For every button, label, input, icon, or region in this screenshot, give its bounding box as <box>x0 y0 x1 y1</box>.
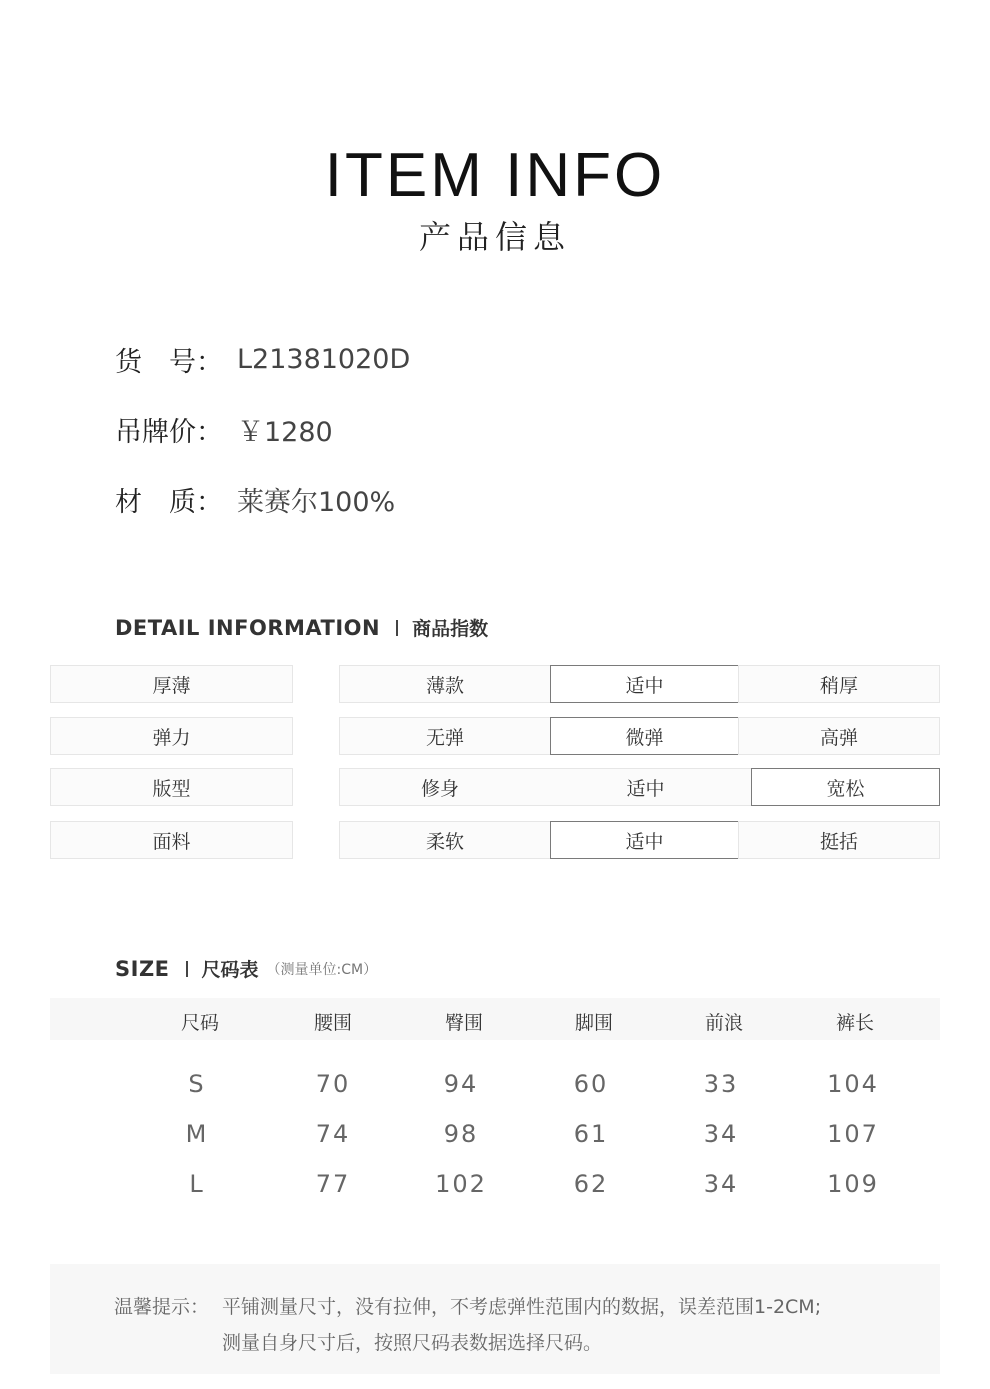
size-col-header: 尺码 <box>180 1012 219 1034</box>
detail-option: 稍厚 <box>738 665 940 703</box>
detail-option-group <box>339 768 752 806</box>
size-cell: 70 <box>315 1070 351 1098</box>
detail-option-selected: 适中 <box>550 665 739 703</box>
item-number-row <box>115 340 410 379</box>
item-number-value: L21381020D <box>237 344 411 375</box>
size-cell: 107 <box>827 1120 879 1148</box>
detail-row-label: 版型 <box>50 768 293 806</box>
size-unit-note: （测量单位:CM） <box>266 961 378 978</box>
size-cell: 33 <box>703 1070 739 1098</box>
size-cell: 98 <box>443 1120 479 1148</box>
tag-price-value: ￥1280 <box>237 417 333 448</box>
item-number-label: 货 号： <box>115 347 223 378</box>
detail-section-heading <box>115 614 488 641</box>
size-cell: 74 <box>315 1120 351 1148</box>
detail-row-label: 弹力 <box>50 717 293 755</box>
size-cell: 62 <box>573 1170 609 1198</box>
material-row <box>115 480 395 519</box>
detail-option: 修身 <box>420 777 459 800</box>
detail-option-selected: 微弹 <box>550 717 739 755</box>
detail-option-selected: 宽松 <box>751 768 940 806</box>
size-cell: 94 <box>443 1070 479 1098</box>
detail-option: 高弹 <box>738 717 940 755</box>
size-cell: S <box>188 1070 206 1098</box>
size-heading-cn: 尺码表 <box>201 959 259 981</box>
detail-row-label: 面料 <box>50 821 293 859</box>
size-cell: 60 <box>573 1070 609 1098</box>
detail-option-selected: 适中 <box>550 821 739 859</box>
size-heading-en: SIZE <box>115 956 170 981</box>
detail-option: 薄款 <box>339 665 551 703</box>
heading-divider <box>396 620 398 636</box>
tag-price-row <box>115 410 333 449</box>
material-label: 材 质： <box>115 487 223 518</box>
notice-text-line-2: 测量自身尺寸后，按照尺码表数据选择尺码。 <box>222 1332 603 1354</box>
detail-option: 挺括 <box>738 821 940 859</box>
size-section-heading <box>115 955 377 982</box>
notice-box <box>50 1264 940 1374</box>
size-cell: 34 <box>703 1170 739 1198</box>
size-cell: 104 <box>827 1070 879 1098</box>
size-col-header: 腰围 <box>313 1012 352 1034</box>
heading-divider <box>186 961 188 977</box>
detail-heading-en: DETAIL INFORMATION <box>115 615 381 640</box>
notice-label: 温馨提示： <box>114 1296 210 1318</box>
detail-option: 无弹 <box>339 717 551 755</box>
page-title: ITEM INFO <box>324 141 666 210</box>
size-cell: 34 <box>703 1120 739 1148</box>
detail-option: 柔软 <box>339 821 551 859</box>
notice-text-line-1: 平铺测量尺寸，没有拉伸，不考虑弹性范围内的数据，误差范围1-2CM; <box>222 1296 822 1318</box>
size-col-header: 臀围 <box>444 1012 483 1034</box>
size-col-header: 裤长 <box>835 1012 874 1034</box>
size-cell: 102 <box>435 1170 487 1198</box>
size-col-header: 前浪 <box>704 1012 743 1034</box>
size-cell: 61 <box>573 1120 609 1148</box>
size-col-header: 脚围 <box>574 1012 613 1034</box>
tag-price-label: 吊牌价： <box>115 417 223 448</box>
page-subtitle: 产品信息 <box>418 218 571 256</box>
detail-row-label: 厚薄 <box>50 665 293 703</box>
size-cell: 109 <box>827 1170 879 1198</box>
detail-option: 适中 <box>626 777 665 800</box>
size-cell: M <box>185 1120 209 1148</box>
size-cell: L <box>189 1170 205 1198</box>
material-value: 莱赛尔100% <box>237 487 396 518</box>
detail-heading-cn: 商品指数 <box>412 618 489 640</box>
size-cell: 77 <box>315 1170 351 1198</box>
